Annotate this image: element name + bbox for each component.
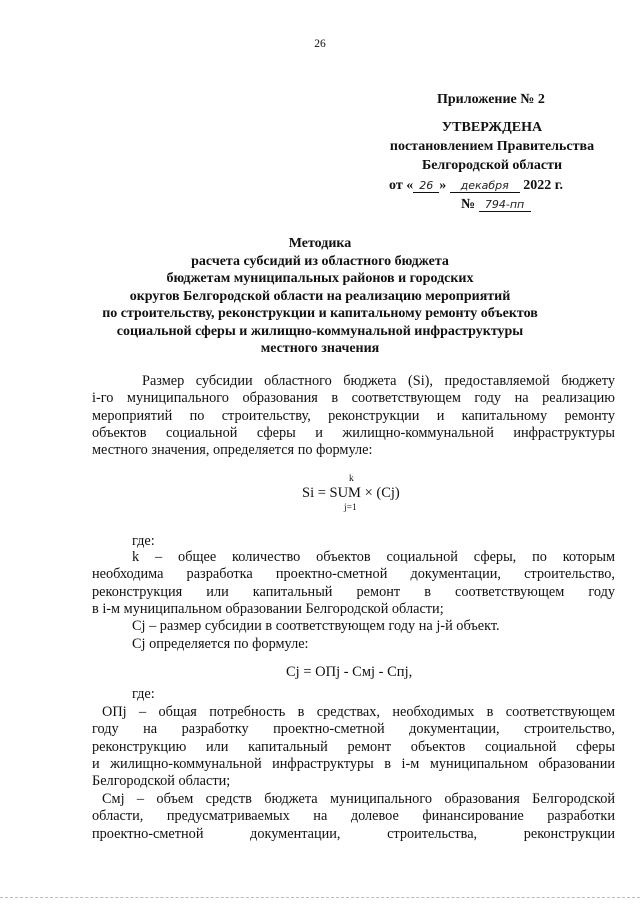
cmj-definition <box>92 791 615 843</box>
text-line: ОПj – общая потребность в средствах, необходимых в соответствующем <box>102 704 615 720</box>
date-prefix: от « <box>389 178 414 193</box>
number-prefix: № <box>461 197 476 212</box>
approval-title: УТВЕРЖДЕНА <box>441 120 543 135</box>
title-line: местного значения <box>260 341 380 356</box>
text-line: реконструкцию или капитальный ремонт объектов социальной сферы <box>92 738 615 755</box>
date-month: декабря <box>450 179 520 193</box>
text-line: в i-м муниципальном образовании Белгородской области; <box>92 600 444 617</box>
formula1-lower: j=1 <box>344 503 357 513</box>
cj-formula-intro: Cj определяется по формуле: <box>132 636 309 652</box>
number-value: 794-пп <box>479 198 531 212</box>
text-line: Белгородской области; <box>92 773 231 790</box>
text-line: мероприятий по строительству, реконструкции и капитальному ремонту <box>92 407 615 424</box>
approval-date <box>389 176 563 195</box>
text-line: i-го муниципального образования в соответствующем году на реализацию <box>92 390 615 407</box>
text-line: году на разработку проектно-сметной документации, строительство, <box>92 721 615 738</box>
cj-definition: Cj – размер субсидии в соответствующем году на j-й объект. <box>132 618 500 634</box>
where-label-1: где: <box>132 533 155 549</box>
approval-line1: постановлением Правительства <box>389 139 595 154</box>
title-line: расчета субсидий из областного бюджета <box>191 253 449 269</box>
title-line: Методика <box>288 236 352 251</box>
text-line: необходима разработка проектно-сметной документации, строительство, <box>92 566 615 583</box>
text-line: области, предусматриваемых на долевое финансирование разработки <box>92 808 615 825</box>
text-line: Размер субсидии областного бюджета (Si), предоставляемой бюджету <box>142 373 615 389</box>
opj-definition <box>92 704 615 790</box>
date-year: 2022 г. <box>523 178 563 193</box>
text-line: проектно-сметной документации, строительства, реконструкции <box>92 825 615 842</box>
approval-number <box>461 195 531 214</box>
methodology-title <box>0 235 640 358</box>
date-mid: » <box>439 178 447 193</box>
formula2: Cj = ОПj - Cмj - Cпj, <box>286 664 413 680</box>
formula1-upper: k <box>349 474 354 484</box>
title-line: социальной сферы и жилищно-коммунальной инфраструктуры <box>116 323 524 339</box>
scan-edge-line <box>0 897 640 898</box>
k-definition <box>92 549 615 618</box>
text-line: Смj – объем средств бюджета муниципального образования Белгородской <box>102 791 615 807</box>
page-number: 26 <box>314 38 326 50</box>
appendix-label: Приложение № 2 <box>437 92 545 107</box>
text-line: местного значения, определяется по формуле: <box>92 442 373 459</box>
where-label-2: где: <box>132 686 155 702</box>
text-line: реконструкция или капитальный ремонт в соответствующем году <box>92 583 615 600</box>
intro-paragraph <box>92 373 615 459</box>
formula1-main: Si = SUM × (Cj) <box>302 485 400 501</box>
text-line: объектов социальной сферы и жилищно-коммунальной инфраструктуры <box>92 424 615 441</box>
title-line: округов Белгородской области на реализацию мероприятий <box>129 288 511 304</box>
title-line: по строительству, реконструкции и капитальному ремонту объектов <box>102 306 538 321</box>
title-line: бюджетам муниципальных районов и городских <box>166 271 474 286</box>
text-line: и жилищно-коммунальной инфраструктуры в i-м муниципальном образовании <box>92 755 615 772</box>
date-day: 26 <box>413 179 439 193</box>
text-line: k – общее количество объектов социальной сферы, по которым <box>132 549 615 565</box>
approval-line2: Белгородской области <box>421 158 563 173</box>
